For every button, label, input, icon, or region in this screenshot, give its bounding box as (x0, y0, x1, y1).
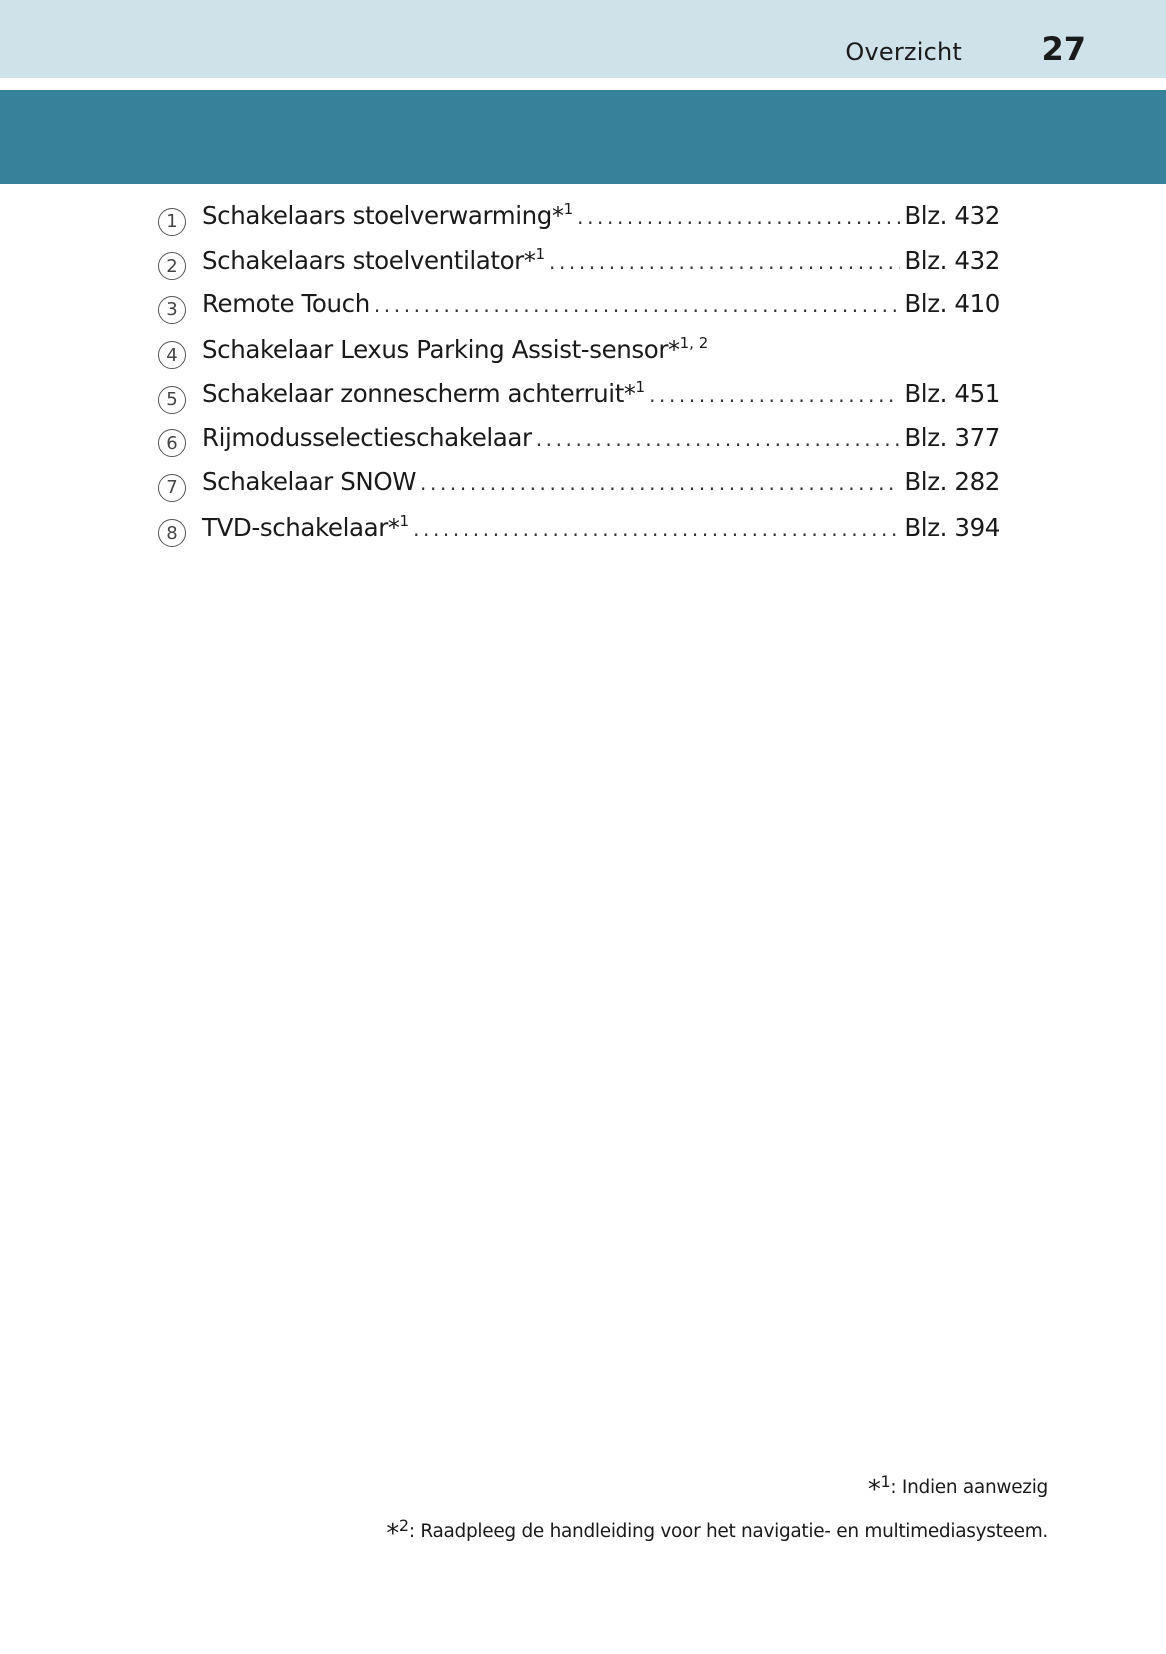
item-label: Remote Touch (202, 289, 370, 318)
list-item (158, 245, 1000, 290)
page-reference-link[interactable]: Blz. 394 (904, 512, 1000, 542)
list-item (158, 423, 1000, 468)
dot-leader (536, 427, 901, 451)
item-number: 4 (158, 341, 186, 369)
item-label: TVD-schakelaar*$^1$ (202, 511, 410, 542)
section-title: Overzicht (845, 38, 962, 66)
list-item (158, 467, 1000, 512)
dot-leader (374, 293, 901, 317)
item-number: 7 (158, 474, 186, 502)
dot-leader (420, 471, 900, 495)
footnote: *1: Indien aanwezig (867, 1472, 1048, 1505)
item-label: Schakelaar Lexus Parking Assist-sensor*$^{1, 2}$ (202, 333, 709, 364)
page-reference-link[interactable]: Blz. 410 (904, 289, 1000, 318)
dot-leader (413, 517, 900, 541)
page-reference-link[interactable]: Blz. 432 (904, 201, 1000, 230)
page-reference-link[interactable]: Blz. 377 (904, 422, 1000, 452)
header-band (0, 0, 1166, 78)
dot-leader (649, 383, 900, 407)
dot-leader (577, 205, 900, 229)
item-label: Schakelaars stoelverwarming*$^1$ (202, 200, 574, 230)
list-item (158, 289, 1000, 334)
dot-leader (549, 250, 900, 274)
list-item (158, 512, 1000, 557)
item-label: Rijmodusselectieschakelaar (202, 422, 532, 452)
list-item (158, 378, 1000, 423)
list-item (158, 200, 1000, 245)
item-number: 6 (158, 429, 186, 457)
item-list (158, 200, 1000, 556)
item-label: Schakelaar zonnescherm achterruit*$^1$ (202, 378, 646, 408)
page-reference-link[interactable]: Blz. 451 (904, 379, 1000, 408)
item-number: 5 (158, 386, 186, 414)
page-reference-link[interactable]: Blz. 432 (904, 245, 1000, 275)
item-number: 2 (158, 252, 186, 280)
item-number: 1 (158, 208, 186, 236)
footnotes (386, 1470, 1048, 1558)
item-number: 3 (158, 296, 186, 324)
page-reference-link[interactable]: Blz. 282 (904, 467, 1000, 496)
footnote: *2: Raadpleeg de handleiding voor het navigatie- en multimediasysteem. (386, 1516, 1048, 1549)
accent-band (0, 90, 1166, 184)
list-item (158, 334, 1000, 379)
page-number: 27 (1041, 30, 1086, 68)
item-label: Schakelaars stoelventilator*$^1$ (202, 244, 546, 275)
item-label: Schakelaar SNOW (202, 467, 417, 496)
item-number: 8 (158, 519, 186, 547)
